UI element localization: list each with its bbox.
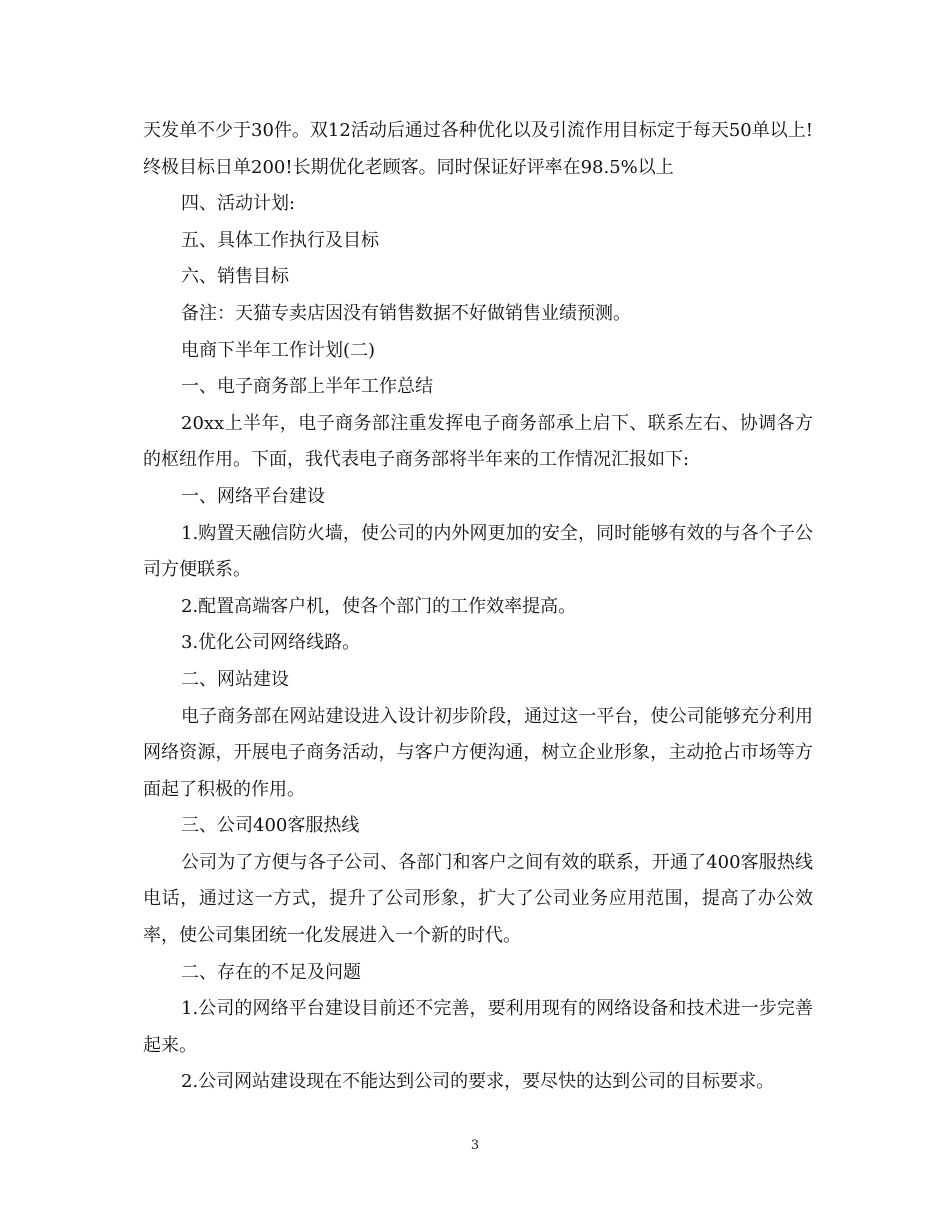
heading-problems: 二、存在的不足及问题 <box>181 961 361 983</box>
heading-work-execution: 五、具体工作执行及目标 <box>181 229 379 251</box>
heading-website: 二、网站建设 <box>181 668 289 690</box>
website-paragraph: 电子商务部在网站建设进入设计初步阶段，通过这一平台，使公司能够充分利用网络资源，开展电子商务活动，与客户方便沟通，树立企业形象，主动抢占市场等方面起了积极的作用。 <box>143 705 813 800</box>
list-item-clients: 2.配置高端客户机，使各个部门的工作效率提高。 <box>181 595 577 617</box>
summary-paragraph: 20xx上半年，电子商务部注重发挥电子商务部承上启下、联系左右、协调各方的枢纽作用。下面，我代表电子商务部将半年来的工作情况汇报如下: <box>143 412 813 471</box>
paragraph-1: 天发单不少于30件。双12活动后通过各种优化以及引流作用目标定于每天50单以上!终极目标日单200!长期优化老顾客。同时保证好评率在98.5%以上 <box>143 120 813 178</box>
list-item-problem-2: 2.公司网站建设现在不能达到公司的要求，要尽快的达到公司的目标要求。 <box>181 1071 775 1093</box>
heading-hotline: 三、公司400客服热线 <box>181 815 360 837</box>
note-paragraph: 备注：天猫专卖店因没有销售数据不好做销售业绩预测。 <box>181 302 631 324</box>
heading-network-platform: 一、网络平台建设 <box>181 485 325 507</box>
page-number: 3 <box>470 1138 480 1153</box>
heading-summary: 一、电子商务部上半年工作总结 <box>181 376 433 398</box>
list-item-problem-1: 1.公司的网络平台建设目前还不完善，要利用现有的网络设备和技术进一步完善起来。 <box>143 998 813 1056</box>
list-item-firewall: 1.购置天融信防火墙，使公司的内外网更加的安全，同时能够有效的与各个子公司方便联系。 <box>143 522 813 581</box>
document-body <box>143 113 813 1101</box>
hotline-paragraph: 公司为了方便与各子公司、各部门和客户之间有效的联系，开通了400客服热线电话，通过这一方式，提升了公司形象，扩大了公司业务应用范围，提高了办公效率，使公司集团统一化发展进入一个新的时代。 <box>143 851 813 947</box>
list-item-network: 3.优化公司网络线路。 <box>181 632 361 654</box>
heading-activity-plan: 四、活动计划: <box>181 193 296 215</box>
heading-sales-target: 六、销售目标 <box>181 266 289 288</box>
section-title: 电商下半年工作计划(二) <box>181 339 376 361</box>
